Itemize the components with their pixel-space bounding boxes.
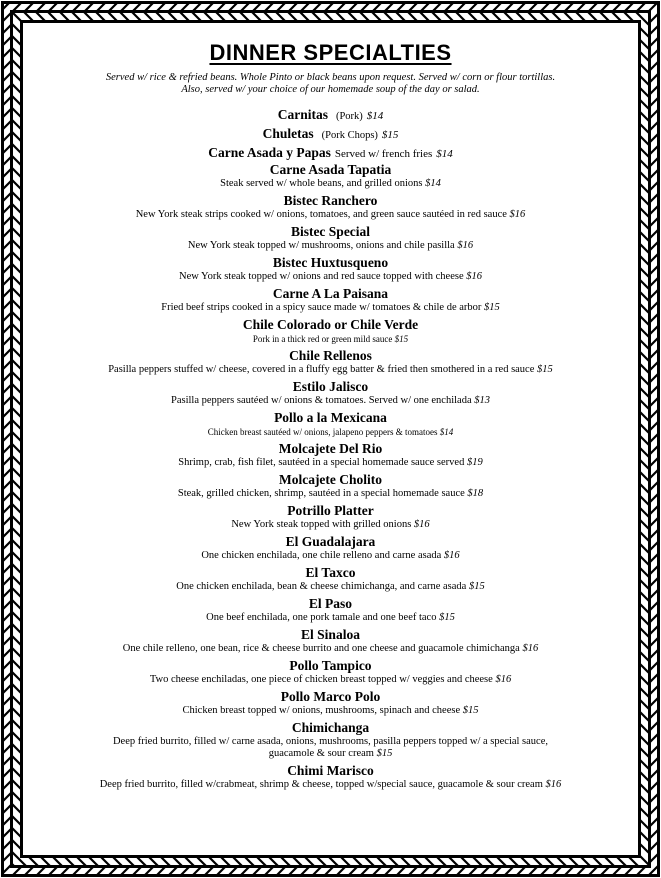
menu-item [28,658,633,686]
inline-items [28,105,633,162]
item-name: Chimichanga [291,720,370,735]
item-description-text: New York steak topped with grilled onions [231,519,412,530]
menu-item [28,124,633,143]
menu-item [28,379,633,407]
item-name: Carne Asada y Papas [208,145,331,160]
item-price: $18 [467,488,484,499]
menu-item [28,143,633,162]
item-description [28,705,633,717]
item-name: Chimi Marisco [287,763,374,778]
menu-items [28,162,633,791]
item-description-text: New York steak topped w/ onions and red sauce topped with cheese [179,271,464,282]
item-description-text: Chicken breast topped w/ onions, mushrooms, spinach and cheese [182,705,461,716]
item-price: $15 [462,705,479,716]
page-title: DINNER SPECIALTIES [209,40,452,65]
item-price: $16 [443,550,460,561]
item-note: Served w/ french fries [334,148,433,160]
item-name: Chile Rellenos [289,348,372,363]
item-description [28,457,633,469]
item-name: Molcajete Del Rio [278,441,383,456]
item-name: Carne A La Paisana [272,286,389,301]
intro-line-1: Served w/ rice & refried beans. Whole Pinto or black beans upon request. Served w/ corn or flour tortillas. [105,72,556,83]
item-name: Carnitas [277,107,328,122]
item-description-text: New York steak topped w/ mushrooms, onions and chile pasilla [187,240,455,251]
intro-line-2: Also, served w/ your choice of our homemade soup of the day or salad. [181,84,480,95]
item-name: Potrillo Platter [287,503,374,518]
item-description [28,643,633,655]
item-price: $15 [537,364,553,375]
item-price: $16 [457,240,474,251]
item-description [28,779,633,791]
item-name: El Guadalajara [285,534,376,549]
item-description [28,519,633,531]
item-description [28,612,633,624]
item-price: $15 [439,612,455,623]
item-price: $16 [509,209,526,220]
item-description [28,364,633,376]
item-description [28,488,633,500]
item-price: $14 [436,148,453,160]
item-price: $15 [468,581,485,592]
item-price: $14 [425,178,441,189]
menu-item [28,596,633,624]
item-description [28,302,633,314]
item-description-text: One chicken enchilada, one chile relleno and carne asada [201,550,442,561]
item-description-text: One beef enchilada, one pork tamale and one beef taco [206,612,437,623]
item-description [28,178,633,190]
item-note: (Pork) [335,111,363,122]
item-description-text: Shrimp, crab, fish filet, sautéed in a special homemade sauce served [178,457,465,468]
item-name: Carne Asada Tapatia [269,162,392,177]
item-description [28,271,633,283]
menu-item [28,503,633,531]
item-description-text: Chicken breast sautéed w/ onions, jalapeno peppers & tomatoes [207,427,438,437]
item-price: $15 [376,748,393,759]
menu-item [28,763,633,791]
menu-item [28,193,633,221]
item-price: $16 [413,519,430,530]
item-description [28,209,633,221]
item-description [28,426,633,438]
menu-item [28,105,633,124]
item-description-text: Steak served w/ whole beans, and grilled onions [220,178,423,189]
item-description [28,674,633,686]
item-name: Estilo Jalisco [292,379,369,394]
item-description-text: New York steak strips cooked w/ onions, tomatoes, and green sauce sautéed in red sauce [135,209,507,220]
menu-item [28,410,633,438]
menu-item [28,255,633,283]
item-description [28,395,633,407]
menu-item [28,627,633,655]
item-name: Pollo Tampico [289,658,372,673]
item-description-text: Steak, grilled chicken, shrimp, sautéed in a special homemade sauce [177,488,465,499]
menu-item [28,689,633,717]
item-description-text: Pasilla peppers stuffed w/ cheese, covered in a fluffy egg batter & fried then smothered in a red sauce [108,364,535,375]
item-price: $15 [381,129,399,141]
item-description [28,581,633,593]
item-description [28,333,633,345]
item-price: $16 [495,674,512,685]
item-description [28,736,633,760]
item-price: $16 [545,779,562,790]
item-description-text: One chicken enchilada, bean & cheese chimichanga, and carne asada [176,581,467,592]
item-name: El Paso [308,596,353,611]
menu-item [28,224,633,252]
menu-item [28,720,633,760]
item-description [28,550,633,562]
item-description-text: Deep fried burrito, filled w/crabmeat, shrimp & cheese, topped w/special sauce, guacamole & sour cream [99,779,543,790]
item-name: Pollo a la Mexicana [274,410,387,425]
item-name: Bistec Ranchero [283,193,378,208]
item-name: Chile Colorado or Chile Verde [242,317,419,332]
item-description-text: Two cheese enchiladas, one piece of chicken breast topped w/ veggies and cheese [149,674,493,685]
item-price: $16 [466,271,482,282]
item-name: Bistec Huxtusqueno [272,255,389,270]
item-price: $19 [466,457,483,468]
item-name: Chuletas [262,126,314,141]
item-name: El Sinaloa [301,627,360,642]
item-price: $13 [474,395,490,406]
item-description-text: Fried beef strips cooked in a spicy sauce made w/ tomatoes & chile de arbor [161,302,482,313]
item-description-text: One chile relleno, one bean, rice & cheese burrito and one cheese and guacamole chimichanga [122,643,520,654]
menu-item [28,286,633,314]
menu-item [28,565,633,593]
item-name: Molcajete Cholito [278,472,383,487]
menu-item [28,317,633,345]
item-price: $14 [366,110,384,122]
item-price: $16 [522,643,539,654]
menu-item [28,472,633,500]
item-name: Pollo Marco Polo [280,689,381,704]
item-description-text-2: guacamole & sour cream [268,748,374,759]
item-description-text: Deep fried burrito, filled w/ carne asada, onions, mushrooms, pasilla peppers topped w/ a special sauce, [112,736,549,747]
item-price: $14 [439,427,454,437]
item-price: $15 [394,334,409,344]
item-description [28,240,633,252]
menu-item [28,534,633,562]
menu-item [28,162,633,190]
menu-item [28,348,633,376]
item-description-text: Pork in a thick red or green mild sauce [252,334,393,344]
item-name: El Taxco [305,565,356,580]
item-price: $15 [484,302,500,313]
item-name: Bistec Special [290,224,371,239]
intro-text [28,72,633,96]
item-note: (Pork Chops) [321,130,378,141]
item-description-text: Pasilla peppers sautéed w/ onions & tomatoes. Served w/ one enchilada [170,395,472,406]
menu-content [28,40,633,791]
menu-item [28,441,633,469]
